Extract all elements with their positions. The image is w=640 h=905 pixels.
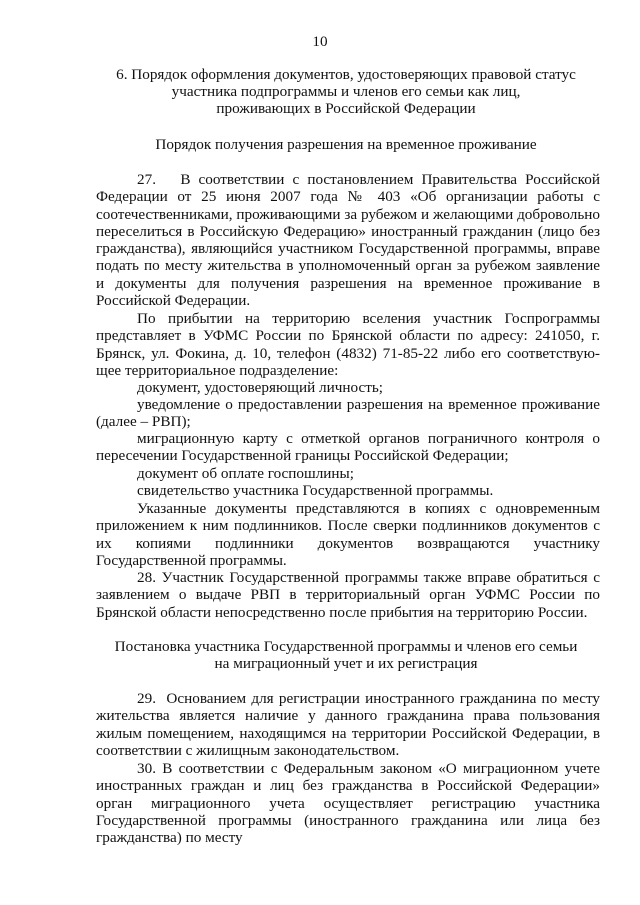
section-title-line-1: 6. Порядок оформления документов, удостоверяющих правовой статус	[116, 66, 576, 83]
paragraph-28: 28. Участник Государственной программы также вправе обратиться с заявлением о выдаче РВП в территориальный орган УФМС России по Брянской области непосредственно после прибытия на территорию России.	[96, 569, 600, 621]
paragraph-arrival: По прибытии на территорию вселения участник Госпрограммы представляет в УФМС России по Брянской области по адресу: 241050, г. Брянск, ул. Фокина, д. 10, телефон (4832) 71-85-22 либо его соответствую-щее территориальное подразделение:	[96, 310, 600, 379]
section-title-line-3: проживающих в Российской Федерации	[216, 100, 476, 117]
doc-item-3: миграционную карту с отметкой органов пограничного контроля о пересечении Государственной границы Российской Федерации;	[96, 430, 600, 465]
section-title-line-2: участника подпрограммы и членов его семьи как лиц,	[171, 83, 521, 100]
page-number: 10	[312, 33, 328, 50]
paragraph-copies: Указанные документы представляются в копиях с одновременным приложением к ним подлинников. После сверки подлинников документов с их копиями подлинники документов возвращаются участнику Государственной программы.	[96, 500, 600, 569]
paragraph-30: 30. В соответствии с Федеральным законом «О миграционном учете иностранных граждан и лиц без гражданства в Российской Федерации» орган миграционного учета осуществляет регистрацию участника Государственной программы (иностранного гражданина или лица без гражданства) по месту	[96, 760, 600, 847]
paragraph-29: 29. Основанием для регистрации иностранного гражданина по месту жительства является наличие у данного гражданина права пользования жилым помещением, находящимся на территории Российской Федерации, в соответствии с жилищным законодательством.	[96, 690, 600, 759]
doc-item-4: документ об оплате госпошлины;	[137, 465, 354, 482]
doc-item-5: свидетельство участника Государственной программы.	[137, 482, 494, 499]
subheading-temporary-residence: Порядок получения разрешения на временное проживание	[155, 136, 537, 153]
subheading-migration-line-1: Постановка участника Государственной программы и членов его семьи	[114, 638, 578, 655]
paragraph-27: 27. В соответствии с постановлением Правительства Российской Федерации от 25 июня 2007 года № 403 «Об организации работы с соотечественниками, проживающими за рубежом и желающими добровольно переселиться в Российскую Федерацию» иностранный гражданин (лицо без гражданства), являющийся участником Государственной программы, вправе подать по месту жительства в уполномоченный орган за рубежом заявление и документы для получения разрешения на временное проживание в Российской Федерации.	[96, 171, 600, 310]
subheading-migration-line-2: на миграционный учет и их регистрация	[214, 655, 478, 672]
doc-item-2: уведомление о предоставлении разрешения на временное проживание (далее – РВП);	[96, 396, 600, 431]
doc-item-1: документ, удостоверяющий личность;	[137, 379, 384, 396]
